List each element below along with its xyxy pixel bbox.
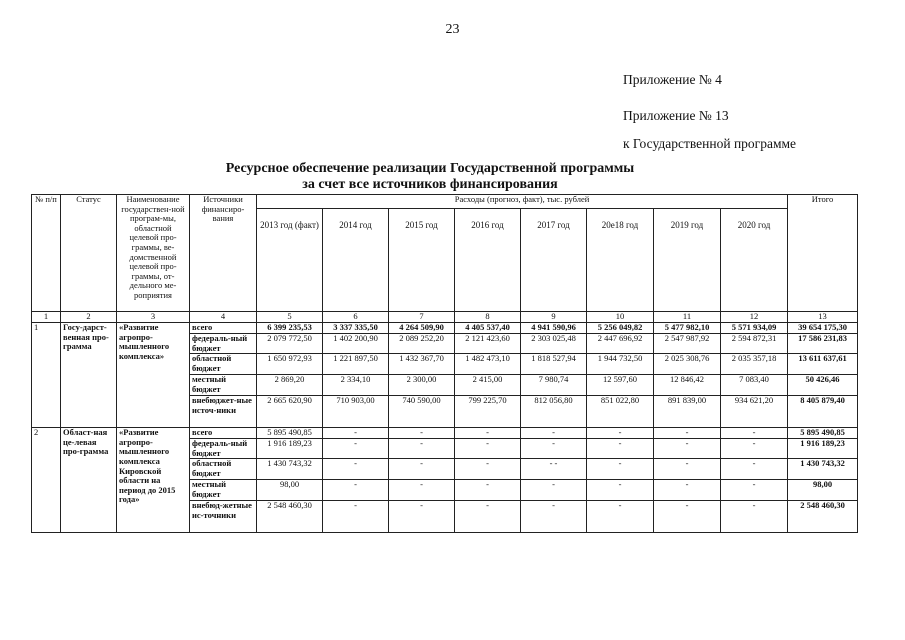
value-cell: - — [389, 439, 455, 459]
value-cell: - — [323, 480, 389, 501]
value-cell: - — [654, 459, 721, 480]
value-cell: - — [323, 459, 389, 480]
column-index: 13 — [788, 312, 858, 323]
column-index: 4 — [190, 312, 257, 323]
value-cell: - — [521, 480, 587, 501]
column-index: 7 — [389, 312, 455, 323]
value-cell: 1 650 972,93 — [257, 354, 323, 375]
total-cell: 39 654 175,30 — [788, 323, 858, 334]
value-cell: 1 402 200,90 — [323, 334, 389, 354]
funding-source: областной бюджет — [190, 354, 257, 375]
value-cell: 2 025 308,76 — [654, 354, 721, 375]
value-cell: 5 895 490,85 — [257, 428, 323, 439]
value-cell: 4 264 509,90 — [389, 323, 455, 334]
header-name: Наименование государствен-ной програм-мы, областной целевой про-граммы, ве-домственной целевой про-граммы, от-дельного ме-роприятия — [117, 195, 190, 312]
column-index: 6 — [323, 312, 389, 323]
value-cell: - — [654, 480, 721, 501]
value-cell: - — [587, 459, 654, 480]
resource-table — [31, 194, 858, 533]
total-cell: 8 405 879,40 — [788, 396, 858, 428]
row-number: 1 — [32, 323, 61, 428]
title-line: Ресурсное обеспечение реализации Государственной программы — [225, 161, 635, 176]
value-cell: 7 980,74 — [521, 375, 587, 396]
funding-source: всего — [190, 323, 257, 334]
column-index: 11 — [654, 312, 721, 323]
column-index: 2 — [61, 312, 117, 323]
value-cell: 1 482 473,10 — [455, 354, 521, 375]
value-cell: - — [521, 428, 587, 439]
value-cell: 12 597,60 — [587, 375, 654, 396]
value-cell: - — [389, 480, 455, 501]
header-expenses: Расходы (прогноз, факт), тыс. рублей — [257, 195, 788, 209]
title-line: за счет все источников финансирования — [302, 177, 558, 192]
funding-source: федераль-ный бюджет — [190, 439, 257, 459]
value-cell: - — [323, 439, 389, 459]
header-total: Итого — [788, 195, 858, 312]
value-cell: - — [455, 501, 521, 533]
value-cell: 891 839,00 — [654, 396, 721, 428]
value-cell: - — [654, 439, 721, 459]
total-cell: 1 916 189,23 — [788, 439, 858, 459]
row-number: 2 — [32, 428, 61, 533]
value-cell: 740 590,00 — [389, 396, 455, 428]
value-cell: - — [587, 439, 654, 459]
appendix-line: Приложение № 4 — [623, 72, 722, 87]
value-cell: 1 430 743,32 — [257, 459, 323, 480]
value-cell: 799 225,70 — [455, 396, 521, 428]
value-cell: 2 300,00 — [389, 375, 455, 396]
value-cell: - — [654, 428, 721, 439]
value-cell: - — [721, 428, 788, 439]
funding-source: областной бюджет — [190, 459, 257, 480]
value-cell: 1 432 367,70 — [389, 354, 455, 375]
value-cell: - — [455, 428, 521, 439]
value-cell: 6 399 235,53 — [257, 323, 323, 334]
value-cell: - — [587, 428, 654, 439]
value-cell: - — [323, 501, 389, 533]
value-cell: 1 818 527,94 — [521, 354, 587, 375]
value-cell: - — [521, 439, 587, 459]
page-number: 23 — [445, 22, 460, 37]
value-cell: 2 035 357,18 — [721, 354, 788, 375]
column-index: 8 — [455, 312, 521, 323]
funding-source: внебюд-жетные ис-точники — [190, 501, 257, 533]
header-year: 2016 год — [455, 209, 521, 312]
value-cell: - — [455, 439, 521, 459]
value-cell: 2 121 423,60 — [455, 334, 521, 354]
value-cell: - — [721, 459, 788, 480]
value-cell: 934 621,20 — [721, 396, 788, 428]
column-index: 10 — [587, 312, 654, 323]
value-cell: 4 405 537,40 — [455, 323, 521, 334]
document-title — [90, 161, 770, 193]
value-cell: - — [721, 439, 788, 459]
value-cell: 2 869,20 — [257, 375, 323, 396]
total-cell: 13 611 637,61 — [788, 354, 858, 375]
header-source: Источники финансиро-вания — [190, 195, 257, 312]
value-cell: 1 916 189,23 — [257, 439, 323, 459]
value-cell: 2 079 772,50 — [257, 334, 323, 354]
header-status: Статус — [61, 195, 117, 312]
column-index: 1 — [32, 312, 61, 323]
column-index: 5 — [257, 312, 323, 323]
total-cell: 17 586 231,83 — [788, 334, 858, 354]
value-cell: 7 083,40 — [721, 375, 788, 396]
value-cell: 4 941 590,96 — [521, 323, 587, 334]
value-cell: - - — [521, 459, 587, 480]
column-index-row — [32, 312, 858, 323]
value-cell: 2 089 252,20 — [389, 334, 455, 354]
column-index: 12 — [721, 312, 788, 323]
value-cell: - — [521, 501, 587, 533]
column-index: 3 — [117, 312, 190, 323]
total-cell: 5 895 490,85 — [788, 428, 858, 439]
funding-source: федераль-ный бюджет — [190, 334, 257, 354]
funding-source: местный бюджет — [190, 480, 257, 501]
value-cell: 2 547 987,92 — [654, 334, 721, 354]
value-cell: 5 477 982,10 — [654, 323, 721, 334]
funding-source: всего — [190, 428, 257, 439]
value-cell: - — [389, 459, 455, 480]
value-cell: 2 447 696,92 — [587, 334, 654, 354]
column-index: 9 — [521, 312, 587, 323]
header-year: 2015 год — [389, 209, 455, 312]
total-cell: 50 426,46 — [788, 375, 858, 396]
header-year: 2019 год — [654, 209, 721, 312]
value-cell: 2 594 872,31 — [721, 334, 788, 354]
appendix-line: Приложение № 13 — [623, 108, 729, 123]
total-cell: 1 430 743,32 — [788, 459, 858, 480]
value-cell: - — [389, 428, 455, 439]
value-cell: - — [654, 501, 721, 533]
header-year: 2013 год (факт) — [257, 209, 323, 312]
value-cell: 2 665 620,90 — [257, 396, 323, 428]
program-name: «Развитие агропро-мышленного комплекса Кировской области на период до 2015 года» — [117, 428, 190, 533]
value-cell: 1 944 732,50 — [587, 354, 654, 375]
header-row — [32, 195, 858, 209]
value-cell: - — [455, 459, 521, 480]
program-status: Госу-дарст-венная про-грамма — [61, 323, 117, 428]
value-cell: 1 221 897,50 — [323, 354, 389, 375]
value-cell: 3 337 335,50 — [323, 323, 389, 334]
header-year: 2017 год — [521, 209, 587, 312]
header-year: 20е18 год — [587, 209, 654, 312]
value-cell: 5 571 934,09 — [721, 323, 788, 334]
appendix-line: к Государственной программе — [623, 136, 797, 151]
header-num: № п/п — [32, 195, 61, 312]
value-cell: - — [721, 501, 788, 533]
value-cell: - — [323, 428, 389, 439]
value-cell: 2 415,00 — [455, 375, 521, 396]
value-cell: - — [455, 480, 521, 501]
value-cell: 710 903,00 — [323, 396, 389, 428]
value-cell: - — [587, 480, 654, 501]
total-cell: 98,00 — [788, 480, 858, 501]
header-year: 2020 год — [721, 209, 788, 312]
value-cell: 5 256 049,82 — [587, 323, 654, 334]
value-cell: 851 022,80 — [587, 396, 654, 428]
value-cell: 2 334,10 — [323, 375, 389, 396]
program-status: Област-ная це-левая про-грамма — [61, 428, 117, 533]
funding-source: внебюджет-ные источ-ники — [190, 396, 257, 428]
program-name: «Развитие агропро-мышленного комплекса» — [117, 323, 190, 428]
value-cell: 2 548 460,30 — [257, 501, 323, 533]
value-cell: - — [587, 501, 654, 533]
value-cell: 2 303 025,48 — [521, 334, 587, 354]
value-cell: 98,00 — [257, 480, 323, 501]
value-cell: - — [389, 501, 455, 533]
table-row — [32, 428, 858, 439]
value-cell: 12 846,42 — [654, 375, 721, 396]
value-cell: - — [721, 480, 788, 501]
table-row — [32, 323, 858, 334]
total-cell: 2 548 460,30 — [788, 501, 858, 533]
header-year: 2014 год — [323, 209, 389, 312]
value-cell: 812 056,80 — [521, 396, 587, 428]
funding-source: местный бюджет — [190, 375, 257, 396]
